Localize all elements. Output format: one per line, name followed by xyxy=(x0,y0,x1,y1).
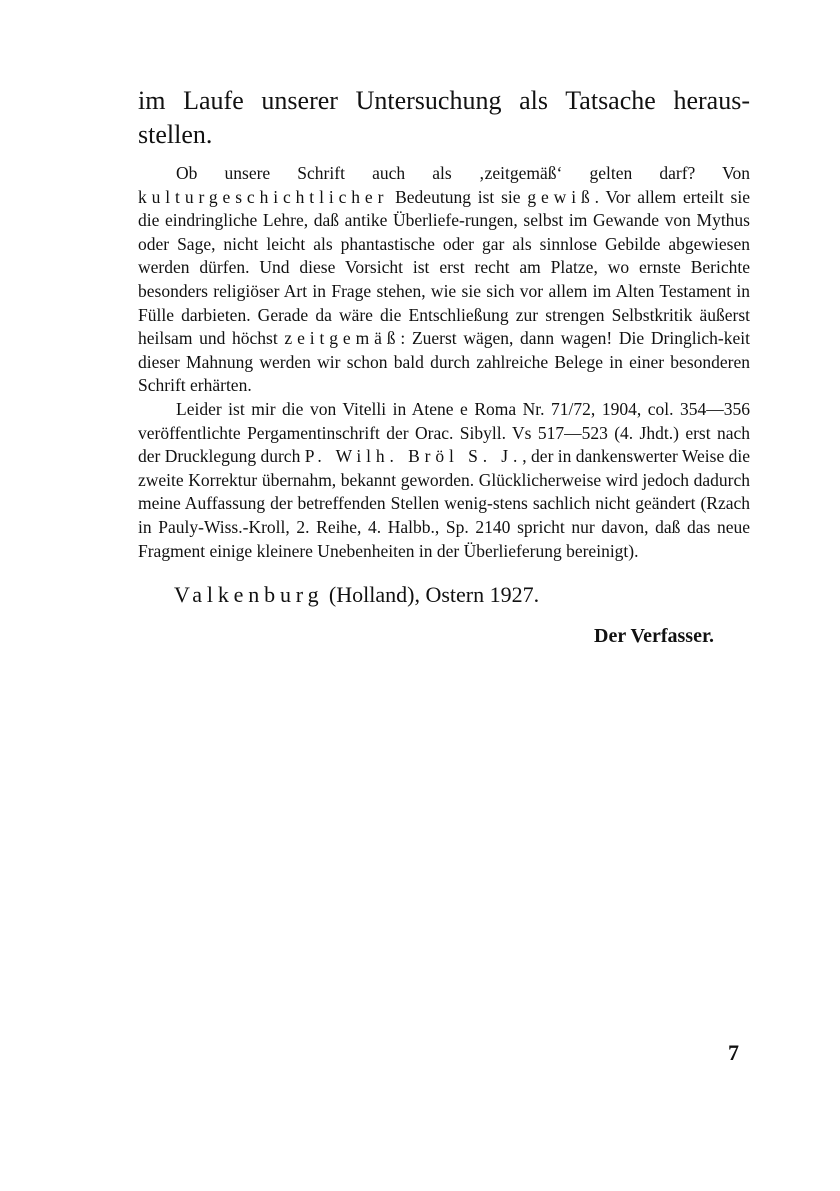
page-number: 7 xyxy=(728,1040,739,1065)
paragraph-1-text-a: Ob unsere Schrift auch als ‚zeitgemäß‘ gelten darf? Von xyxy=(176,163,750,183)
place-date-text: (Holland), Ostern 1927. xyxy=(323,582,540,608)
paragraph-1-text-b: Bedeutung ist sie xyxy=(388,186,528,207)
lead-sentence: im Laufe unserer Untersuchung als Tatsache heraus-stellen. xyxy=(138,86,750,149)
paragraph-2-text-b: , der in dankenswerter Weise die zweite Korrektur übernahm, bekannt geworden. Glücklicherweise wird jedoch dadurch meine Auffassung der betreffenden Stellen wenig-stens sachlich nicht geändert (Rzach in Pauly-Wiss.-Kroll, 2. Reihe, 4. Halbb., Sp. 2140 spricht nur davon, daß das neue Fragment einige kleinere Unebenheiten in der Überlieferung bereinigt). xyxy=(138,446,750,561)
author-signature: Der Verfasser. xyxy=(594,625,714,648)
spaced-author-name: P. Wilh. Bröl S. J. xyxy=(304,446,523,467)
place-name: Valkenburg xyxy=(174,582,324,608)
place-and-date xyxy=(138,581,750,609)
paragraph-1-text-c: . Vor allem erteilt sie die eindringliche Lehre, daß antike Überliefe-rungen, selbst im Gewande von Mythus oder Sage, nicht leicht als phantastische oder gar als sinnlose Gebilde abgewiesen werden dürfen. Und diese Vorsicht ist erst recht am Platze, wo ernste Berichte besonders religiöser Art in Frage stehen, wie sie sich vor allem im Alten Testament in Fülle darbieten. Gerade da wäre die Entschließung zur strengen Selbstkritik äußerst heilsam und höchst xyxy=(138,186,750,349)
paragraph-2-text-a: Leider ist mir die von Vitelli in Atene e Roma Nr. 71/72, 1904, col. 354—356 veröffentlichte Pergamentinschrift der Orac. Sibyll. Vs 517—523 (4. Jhdt.) erst nach der Drucklegung durch xyxy=(138,398,750,467)
paragraph-vitelli xyxy=(138,398,750,563)
spaced-gewiss: gewiß xyxy=(527,186,595,207)
spaced-kulturgeschichtlicher: kulturgeschichtlicher xyxy=(138,186,389,207)
spaced-zeitgemaess: zeitgemäß xyxy=(284,328,401,349)
book-page xyxy=(138,84,750,648)
paragraph-1-text-d: : Zuerst wägen, dann wagen! Die Dringlich-keit dieser Mahnung werden wir schon bald durch zahlreiche Belege in einer besonderen Schrift erhärten. xyxy=(138,328,751,396)
paragraph-zeitgemaess xyxy=(138,162,750,398)
